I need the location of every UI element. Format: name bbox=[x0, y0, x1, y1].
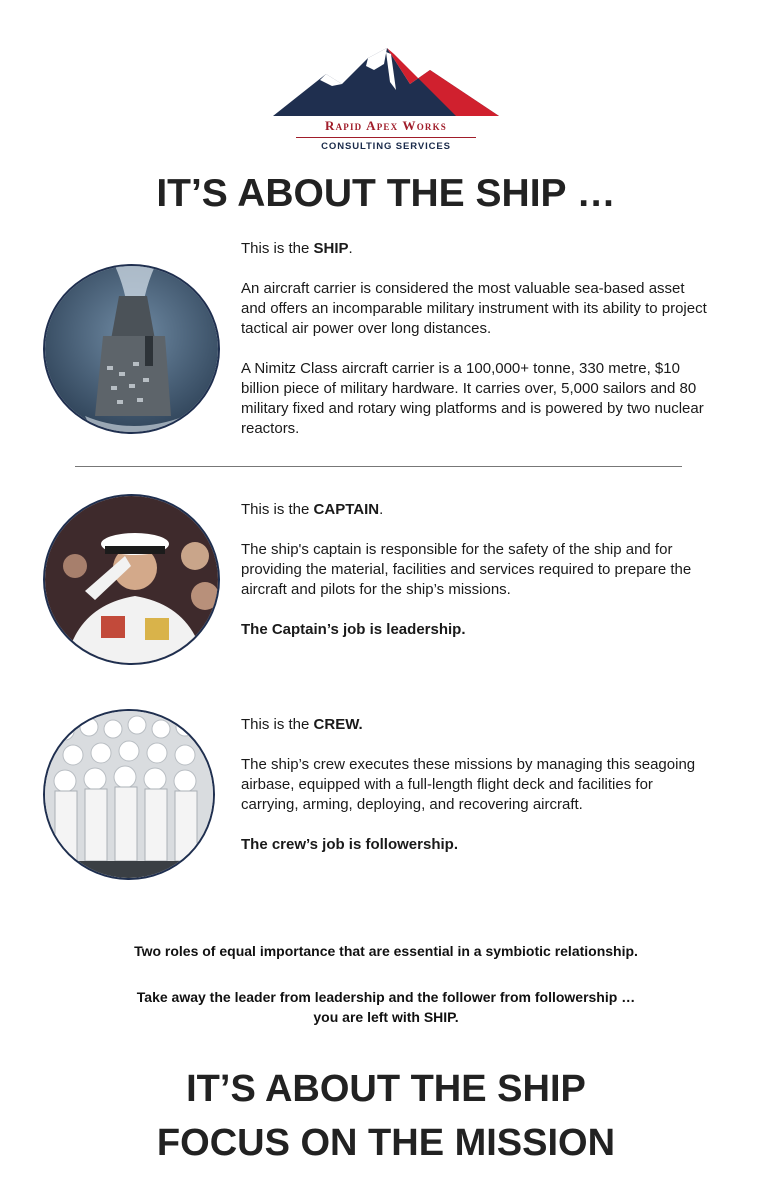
ship-intro bbox=[241, 239, 711, 259]
brand-divider bbox=[296, 137, 476, 138]
captain-intro-prefix: This is the bbox=[241, 501, 314, 518]
final-headline-1: IT’S ABOUT THE SHIP bbox=[186, 1068, 586, 1110]
company-logo bbox=[270, 44, 502, 159]
crew-statement: The crew’s job is followership. bbox=[241, 836, 458, 853]
captain-intro bbox=[241, 500, 711, 520]
crew-intro bbox=[241, 715, 711, 735]
ship-paragraph-2: A Nimitz Class aircraft carrier is a 100,000+ tonne, 330 metre, $10 billion piece of military hardware. It carries over, 5,000 sailors and 80 military fixed and rotary wing platforms and is powered by two nuclear reactors. bbox=[241, 360, 704, 437]
section-divider bbox=[75, 466, 682, 467]
captain-paragraph: The ship's captain is responsible for the safety of the ship and for providing the material, facilities and services required to prepare the aircraft and pilots for the ship’s missions. bbox=[241, 541, 692, 598]
crew-intro-prefix: This is the bbox=[241, 716, 314, 733]
ship-intro-bold: SHIP bbox=[313, 240, 349, 257]
ship-intro-prefix: This is the bbox=[241, 240, 314, 257]
captain-photo bbox=[43, 494, 220, 665]
captain-description bbox=[241, 500, 711, 660]
brand-name: Rapid Apex Works bbox=[324, 118, 448, 133]
crew-paragraph: The ship’s crew executes these missions by managing this seagoing airbase, equipped with a full-length flight deck and facilities for carrying, arming, deploying, and recovering aircraft. bbox=[241, 756, 696, 813]
closing-line-2: Take away the leader from leadership and the follower from followership … bbox=[136, 989, 636, 1005]
brand-tagline: CONSULTING SERVICES bbox=[321, 141, 451, 152]
final-headline-2: FOCUS ON THE MISSION bbox=[156, 1122, 616, 1164]
captain-statement: The Captain’s job is leadership. bbox=[241, 621, 466, 638]
page-title: IT’S ABOUT THE SHIP … bbox=[156, 172, 616, 215]
crew-intro-bold: CREW. bbox=[313, 716, 363, 733]
aircraft-carrier-photo bbox=[43, 264, 220, 434]
captain-intro-suffix: . bbox=[379, 501, 384, 518]
crew-description bbox=[241, 715, 711, 875]
closing-line-1: Two roles of equal importance that are essential in a symbiotic relationship. bbox=[134, 943, 638, 959]
ship-description bbox=[241, 239, 711, 459]
captain-intro-bold: CAPTAIN bbox=[313, 501, 380, 518]
closing-block bbox=[0, 987, 772, 1027]
closing-line-3: you are left with SHIP. bbox=[313, 1009, 459, 1025]
crew-photo bbox=[43, 709, 215, 880]
ship-paragraph-1: An aircraft carrier is considered the most valuable sea-based asset and offers an incomparable military instrument with its ability to project tactical air power over long distances. bbox=[241, 280, 707, 337]
ship-intro-suffix: . bbox=[348, 240, 353, 257]
mountain-logo-icon bbox=[270, 44, 502, 116]
